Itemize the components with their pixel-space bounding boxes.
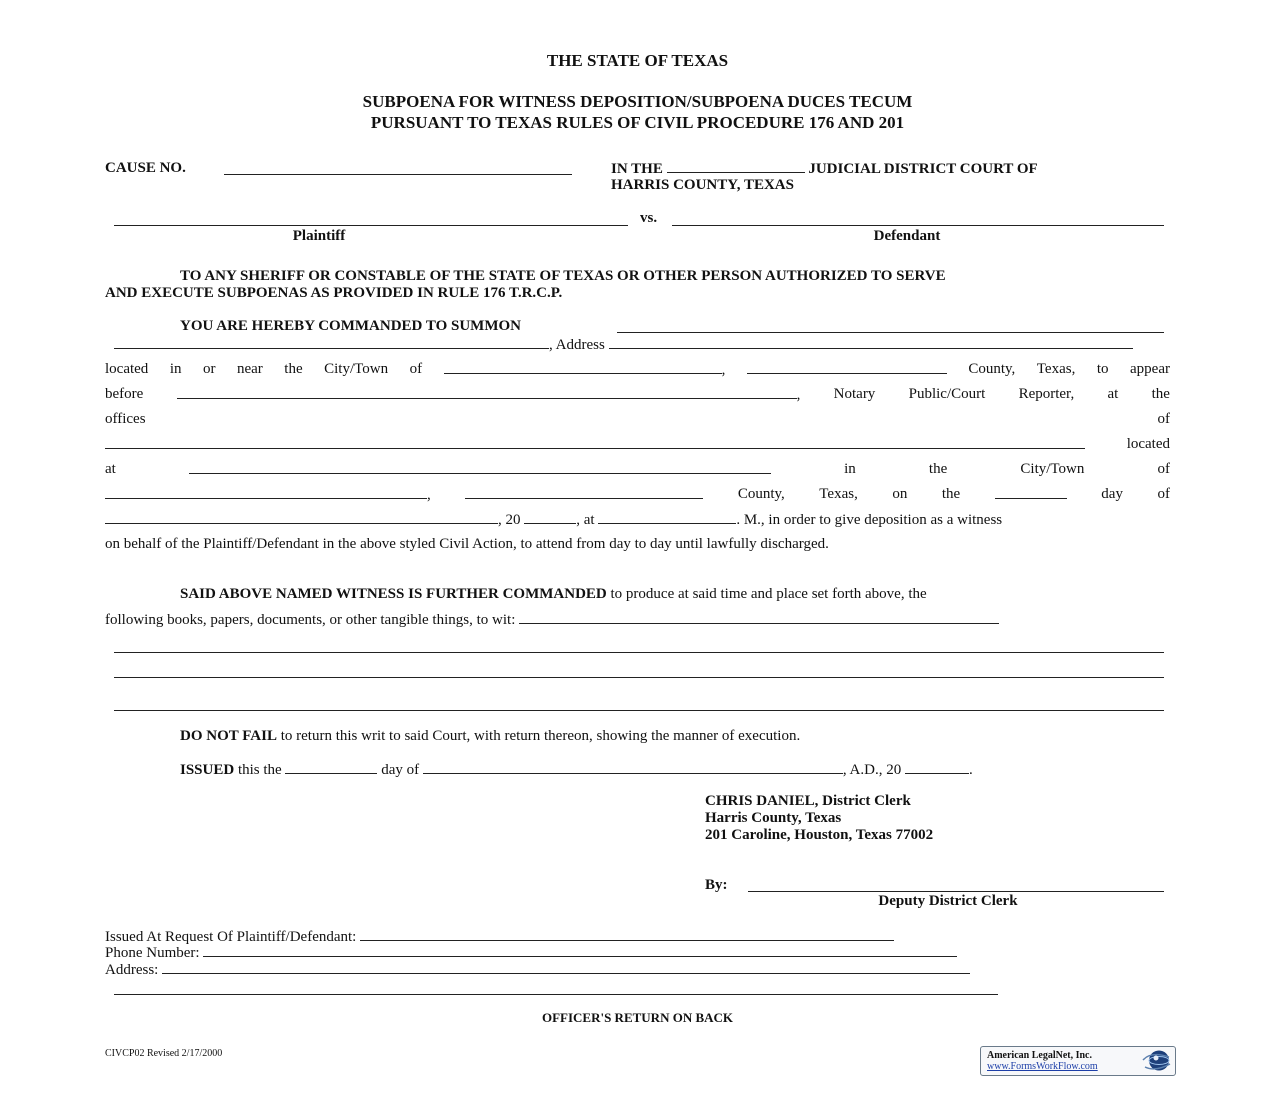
year-field[interactable]: [524, 511, 576, 524]
word: of: [1157, 461, 1170, 477]
word: Reporter,: [1018, 386, 1075, 402]
month-time-line: [105, 511, 1002, 529]
requester-field[interactable]: [360, 928, 894, 941]
phone-line: [105, 944, 957, 962]
location-address-field[interactable]: [189, 461, 771, 474]
tangible-line: [105, 611, 999, 629]
word: at: [1107, 386, 1119, 402]
further-bold: SAID ABOVE NAMED WITNESS IS FURTHER COMMANDED: [180, 586, 607, 602]
do-not-fail-line: [180, 728, 800, 745]
word: or: [202, 361, 216, 377]
word: the: [941, 486, 961, 502]
issued-at-label: Issued At Request Of Plaintiff/Defendant:: [105, 929, 357, 945]
word: located: [105, 361, 149, 377]
before-line: before , Notary Public/Court Reporter, at the: [105, 386, 1170, 403]
word: County,: [968, 361, 1016, 377]
tangible-text: following books, papers, documents, or other tangible things, to wit:: [105, 612, 516, 628]
word: Notary: [833, 386, 876, 402]
word: of: [1157, 486, 1170, 502]
notary-name-field[interactable]: [177, 386, 797, 399]
word: Public/Court: [908, 386, 986, 402]
witness-address-line: [114, 336, 1133, 354]
city-field[interactable]: [444, 361, 722, 374]
behalf-line: on behalf of the Plaintiff/Defendant in the above styled Civil Action, to attend from day to day until lawfully discharged.: [105, 536, 829, 552]
to-any-line-1: TO ANY SHERIFF OR CONSTABLE OF THE STATE OF TEXAS OR OTHER PERSON AUTHORIZED TO SERVE: [180, 268, 946, 284]
word: the: [284, 361, 303, 377]
logo-url-link[interactable]: www.FormsWorkFlow.com: [987, 1061, 1098, 1072]
globe-icon: [1139, 1048, 1173, 1073]
day-of: day of: [381, 762, 420, 778]
location-county-field[interactable]: [465, 486, 703, 499]
clerk-address: 201 Caroline, Houston, Texas 77002: [705, 827, 934, 843]
word: to: [1096, 361, 1109, 377]
word: Texas,: [1036, 361, 1076, 377]
word: on: [892, 486, 908, 502]
tangible-field-2[interactable]: [114, 640, 1164, 658]
summon-lead: YOU ARE HEREBY COMMANDED TO SUMMON: [180, 318, 521, 334]
title-line-2: PURSUANT TO TEXAS RULES OF CIVIL PROCEDURE 176 AND 201: [370, 113, 905, 132]
court-name: JUDICIAL DISTRICT COURT OF: [808, 161, 1038, 177]
clerk-name: CHRIS DANIEL, District Clerk: [705, 793, 911, 809]
to-any-line-2: AND EXECUTE SUBPOENAS AS PROVIDED IN RULE 176 T.R.C.P.: [105, 285, 563, 301]
located-at-line: [105, 461, 1170, 478]
further-line: [180, 586, 927, 603]
defendant-label: Defendant: [873, 228, 941, 244]
word: , at: [576, 512, 595, 528]
time-field[interactable]: [598, 511, 736, 524]
located-near-line: located in or near the City/Town of , County, Texas, to appear: [105, 361, 1170, 378]
location-city-field[interactable]: [105, 486, 427, 499]
cause-number-field[interactable]: [224, 162, 572, 180]
word: in: [844, 461, 856, 477]
title-line-1: SUBPOENA FOR WITNESS DEPOSITION/SUBPOENA DUCES TECUM: [362, 92, 913, 111]
county-field[interactable]: [747, 361, 947, 374]
address-label: , Address: [549, 337, 605, 353]
further-rest: to produce at said time and place set forth above, the: [610, 586, 927, 602]
word: near: [236, 361, 263, 377]
by-label: By:: [705, 877, 728, 893]
word: offices: [105, 411, 146, 427]
word: City/Town: [324, 361, 389, 377]
date-line: , County, Texas, on the day of: [105, 486, 1170, 504]
word: , 20: [498, 512, 521, 528]
plaintiff-label: Plaintiff: [292, 228, 346, 244]
county-name: HARRIS COUNTY, TEXAS: [611, 177, 794, 193]
phone-label: Phone Number:: [105, 945, 200, 961]
word: of: [409, 361, 423, 377]
word: of: [1157, 411, 1170, 427]
month-field[interactable]: [105, 511, 498, 524]
court-line: [611, 160, 1038, 178]
do-not-fail-rest: to return this writ to said Court, with return thereon, showing the manner of execution.: [280, 728, 801, 744]
officers-return: OFFICER'S RETURN ON BACK: [541, 1010, 734, 1025]
word: City/Town: [1020, 461, 1085, 477]
tangible-field-3[interactable]: [114, 665, 1164, 683]
clerk-county: Harris County, Texas: [705, 810, 842, 826]
ad-label: , A.D., 20: [842, 762, 902, 778]
word: . M., in order to give deposition as a witness: [736, 512, 1003, 528]
this-the: this the: [237, 762, 282, 778]
issued-bold: ISSUED: [180, 762, 235, 778]
witness-address-field[interactable]: [609, 336, 1133, 349]
phone-field[interactable]: [203, 944, 957, 957]
vs-label: vs.: [640, 210, 658, 226]
in-the-label: IN THE: [611, 161, 663, 177]
witness-name-cont-field[interactable]: [114, 336, 549, 349]
issued-month-field[interactable]: [423, 761, 843, 774]
tangible-field-1[interactable]: [519, 611, 999, 624]
word: the: [1151, 386, 1170, 402]
address-label-2: Address:: [105, 962, 159, 978]
word: at: [105, 461, 116, 477]
word: County,: [737, 486, 785, 502]
word: Texas,: [819, 486, 858, 502]
word: before: [105, 386, 144, 402]
do-not-fail-bold: DO NOT FAIL: [180, 728, 277, 744]
word: located: [1126, 436, 1170, 452]
court-number-field[interactable]: [667, 160, 805, 173]
legalnet-logo[interactable]: [980, 1046, 1176, 1076]
word: the: [928, 461, 948, 477]
tangible-field-4[interactable]: [114, 698, 1164, 716]
issued-line: ISSUED this the day of , A.D., 20 .: [180, 762, 973, 778]
day-field[interactable]: [995, 486, 1067, 499]
issued-year-field[interactable]: [905, 761, 969, 774]
word: in: [169, 361, 182, 377]
requester-address-field-2[interactable]: [114, 982, 998, 1000]
deputy-label: Deputy District Clerk: [878, 893, 1018, 909]
offices-line: [105, 411, 1170, 428]
offices-of-line: [105, 436, 1170, 453]
form-code: CIVCP02 Revised 2/17/2000: [105, 1048, 223, 1059]
state-heading: THE STATE OF TEXAS: [546, 51, 729, 70]
issued-day-field[interactable]: [285, 761, 377, 774]
address-line: [105, 961, 970, 979]
logo-company-name: American LegalNet, Inc.: [987, 1050, 1092, 1061]
word: day: [1101, 486, 1123, 502]
offices-of-field[interactable]: [105, 436, 1085, 449]
requester-address-field[interactable]: [162, 961, 970, 974]
word: appear: [1130, 361, 1170, 377]
cause-label: CAUSE NO.: [105, 160, 186, 176]
